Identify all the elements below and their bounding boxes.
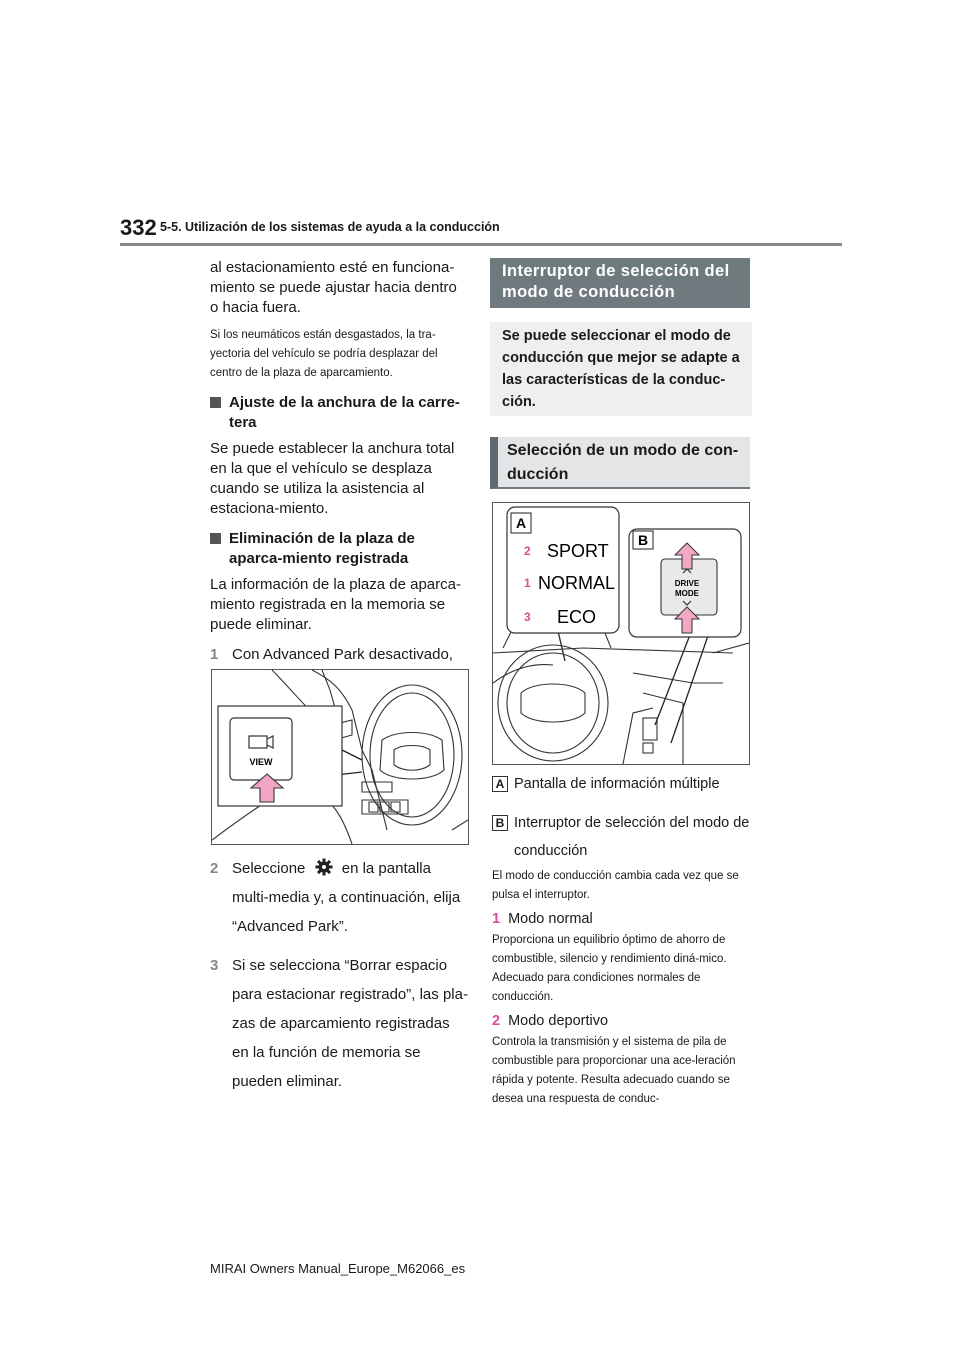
delete-space-body: La información de la plaza de aparca-miento registrada en la memoria se puede eliminar. [210, 576, 461, 633]
drive-mode-label-top: DRIVE [674, 579, 700, 588]
callout-b-badge: B [492, 815, 508, 831]
header-rule [120, 243, 842, 246]
mode-sport-title: 2 Modo deportivo [492, 1013, 609, 1029]
step-2: 2 Seleccione en la pantalla multi-media y, a continuación, elija “Advanced Park”. [210, 860, 461, 935]
callout-a-badge: A [492, 776, 508, 792]
camera-switch-illustration [212, 670, 468, 844]
heading-drive-mode-switch: Interruptor de selección del modo de conducción [490, 258, 750, 308]
page-number: 332 [120, 215, 157, 240]
gear-icon [315, 858, 333, 876]
steps-2-3 [210, 854, 468, 1096]
drive-mode-figure [492, 502, 750, 765]
right-body [492, 774, 750, 1109]
subheading-road-width: Ajuste de la anchura de la carre-tera [210, 393, 468, 433]
tire-note: Si los neumáticos están desgastados, la tra-yectoria del vehículo se podría desplazar del centro de la plaza de aparcamiento. [210, 329, 438, 379]
mode-eco-label: ECO [557, 607, 597, 627]
item-a: A Pantalla de información múltiple [492, 774, 750, 794]
heading-intro-box: Se puede seleccionar el modo de conducción que mejor se adapte a las características de la conduc-ción. [490, 322, 752, 416]
figure-label-b: B [637, 532, 649, 548]
left-column [210, 258, 468, 689]
mode-sport-label: SPORT [547, 541, 609, 561]
road-width-body: Se puede establecer la anchura total en la que el vehículo se desplaza cuando se utiliza la asistencia al estaciona-miento. [210, 440, 455, 517]
figure-label-a: A [515, 515, 527, 531]
mode-normal-desc: Proporciona un equilibrio óptimo de ahorro de combustible, silencio y rendimiento diná-mico. Adecuado para condiciones normales de conducción. [492, 934, 727, 1003]
item-b: B Interruptor de selección del modo de conducción [492, 809, 750, 865]
mode-sport-desc: Controla la transmisión y el sistema de pila de combustible para proporcionar una ace-leración rápida y potente. Resulta adecuado cuando se desea una respuesta de conduc- [492, 1036, 736, 1105]
mode-change-note: El modo de conducción cambia cada vez que se pulsa el interruptor. [492, 870, 739, 901]
step-3: 3 Si se selecciona “Borrar espacio para estacionar registrado”, las pla-zas de aparcamiento registradas en la función de memoria se pueden eliminar. [210, 957, 468, 1090]
footer-text: MIRAI Owners Manual_Europe_M62066_es [210, 1261, 466, 1276]
camera-switch-figure [211, 669, 469, 845]
drive-mode-illustration [493, 503, 749, 764]
intro-paragraph: al estacionamiento esté en funciona-miento se puede ajustar hacia dentro o hacia fuera. [210, 259, 457, 316]
mode-num-sport: 2 [524, 544, 531, 558]
subheading-delete-space: Eliminación de la plaza de aparca-miento registrada [210, 529, 468, 569]
heading-select-mode: Selección de un modo de con-ducción [490, 437, 750, 489]
mode-num-eco: 3 [524, 610, 531, 624]
mode-normal-label: NORMAL [538, 573, 616, 593]
mode-num-normal: 1 [524, 576, 531, 590]
square-bullet-icon [210, 533, 221, 544]
section-title: 5-5. Utilización de los sistemas de ayuda a la conducción [160, 220, 500, 234]
drive-mode-label-bottom: MODE [675, 589, 699, 598]
view-button-label: VIEW [249, 757, 273, 767]
step-1: 1 Con Advanced Park desactivado, [210, 646, 453, 663]
mode-normal-title: 1 Modo normal [492, 911, 593, 927]
square-bullet-icon [210, 397, 221, 408]
